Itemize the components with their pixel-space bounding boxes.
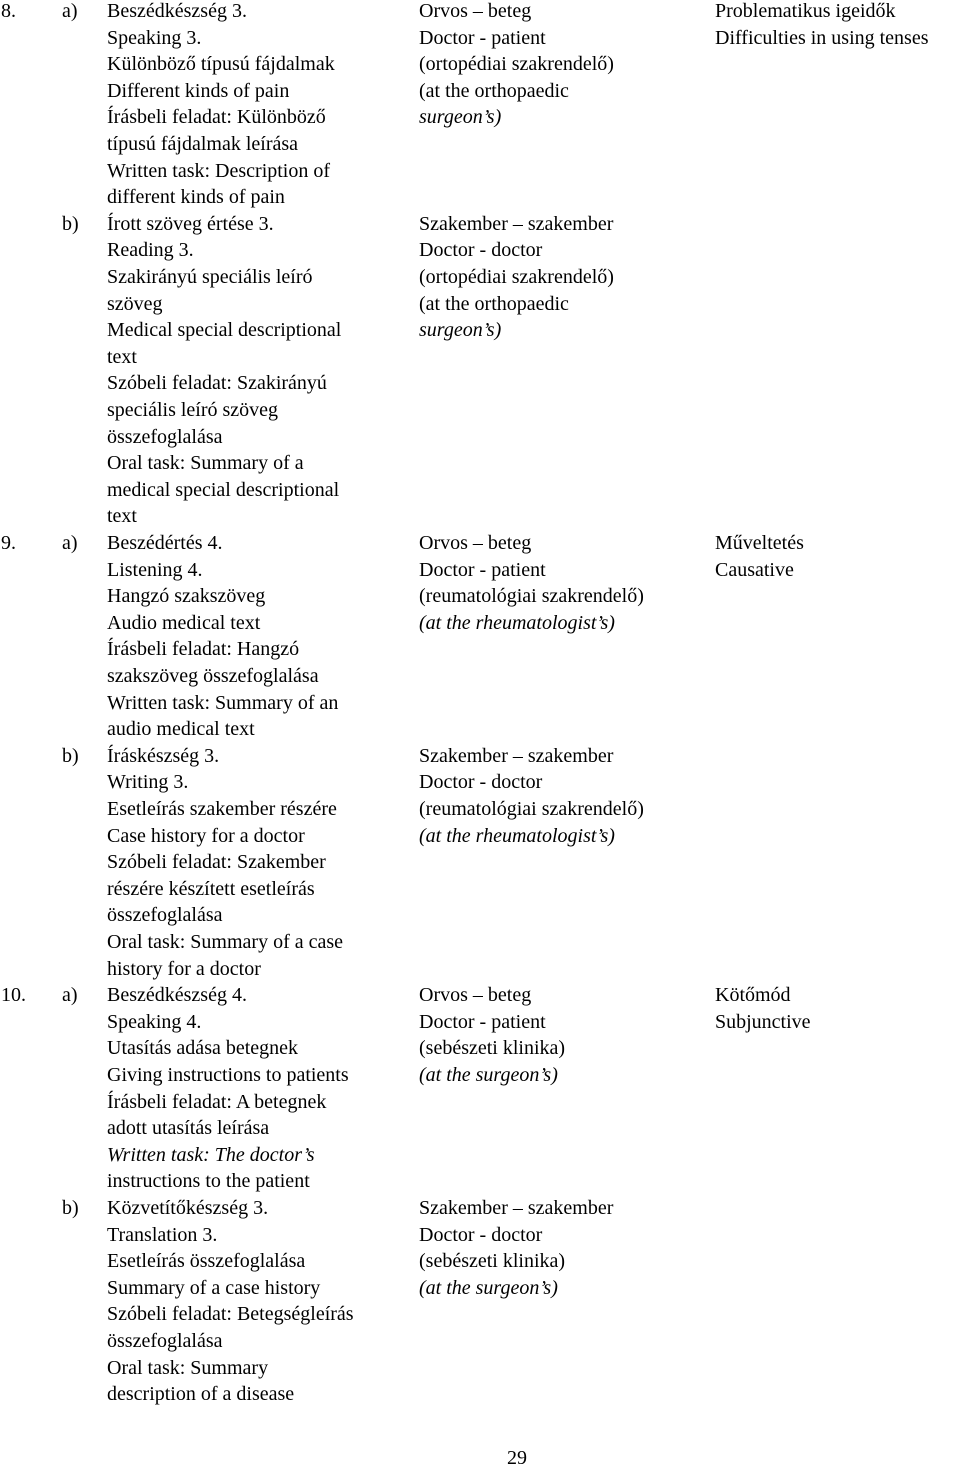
context-line: (ortopédiai szakrendelő) [419, 266, 614, 288]
item-letter: b) [62, 1197, 79, 1219]
task-line: Esetleírás összefoglalása [107, 1250, 306, 1273]
context-line: (at the surgeon’s) [419, 1064, 558, 1086]
task-line: Szóbeli feladat: Szakirányú [107, 372, 327, 395]
task-line: Listening 4. [107, 558, 203, 581]
task-line: Oral task: Summary of a case [107, 931, 344, 953]
task-line: Hangzó szakszöveg [107, 585, 266, 608]
context-line: (at the rheumatologist’s) [419, 611, 615, 634]
task-line: Szóbeli feladat: Szakember [107, 851, 326, 874]
grammar-line: Műveltetés [715, 532, 804, 554]
context-line: surgeon’s) [419, 319, 502, 342]
grammar-line: Kötőmód [715, 984, 791, 1007]
task-line: audio medical text [107, 718, 255, 741]
grammar-line: Problematikus igeidők [715, 0, 896, 22]
context-line: Orvos – beteg [419, 984, 532, 1007]
grammar-line: Causative [715, 558, 794, 581]
task-line: Közvetítőkészség 3. [107, 1197, 269, 1219]
item-letter: a) [62, 984, 78, 1007]
task-line: Written task: Summary of an [107, 691, 339, 714]
task-line: Speaking 3. [107, 26, 202, 49]
task-line: Beszédértés 4. [107, 532, 223, 554]
task-line: típusú fájdalmak leírása [107, 133, 299, 155]
context-line: Orvos – beteg [419, 532, 532, 554]
task-line: Szakirányú speciális leíró [107, 266, 313, 288]
task-line: Translation 3. [107, 1223, 218, 1246]
context-line: Doctor - patient [419, 26, 546, 49]
task-line: Íráskészség 3. [107, 744, 220, 767]
task-line: different kinds of pain [107, 186, 285, 209]
task-line: Writing 3. [107, 771, 189, 794]
task-line: Szóbeli feladat: Betegségleírás [107, 1303, 354, 1326]
task-line: szakszöveg összefoglalása [107, 665, 319, 687]
task-line: speciális leíró szöveg [107, 399, 279, 421]
task-line: Oral task: Summary of a [107, 452, 304, 475]
task-line: adott utasítás leírása [107, 1117, 270, 1140]
page-number: 29 [507, 1447, 527, 1469]
task-line: Írásbeli feladat: Különböző [107, 106, 326, 129]
task-line: Írásbeli feladat: A betegnek [107, 1090, 327, 1113]
section-number: 10. [1, 984, 26, 1007]
context-line: surgeon’s) [419, 106, 502, 129]
task-line: Written task: The doctor’s [107, 1143, 315, 1166]
task-line: Beszédkészség 4. [107, 984, 247, 1007]
task-line: Speaking 4. [107, 1010, 202, 1033]
context-line: (sebészeti klinika) [419, 1250, 566, 1273]
context-line: (at the orthopaedic [419, 292, 569, 315]
task-line: összefoglalása [107, 904, 223, 927]
task-line: részére készített esetleírás [107, 877, 315, 900]
context-line: Szakember – szakember [419, 212, 614, 235]
task-line: text [107, 345, 137, 368]
context-line: (at the surgeon’s) [419, 1276, 558, 1299]
task-line: instructions to the patient [107, 1170, 310, 1193]
item-letter: a) [62, 532, 78, 554]
context-line: Doctor - doctor [419, 239, 543, 262]
task-line: összefoglalása [107, 1330, 223, 1352]
context-line: (at the rheumatologist’s) [419, 824, 615, 847]
task-line: Utasítás adása betegnek [107, 1037, 299, 1060]
task-line: description of a disease [107, 1383, 295, 1406]
task-line: history for a doctor [107, 957, 261, 980]
task-line: Reading 3. [107, 239, 194, 262]
context-line: Szakember – szakember [419, 744, 614, 767]
section-number: 9. [1, 532, 16, 554]
context-line: (sebészeti klinika) [419, 1037, 566, 1060]
task-line: medical special descriptional [107, 478, 340, 501]
task-line: Different kinds of pain [107, 79, 290, 102]
context-line: Szakember – szakember [419, 1197, 614, 1219]
task-line: összefoglalása [107, 425, 223, 448]
task-line: text [107, 505, 137, 528]
item-letter: a) [62, 0, 78, 22]
item-letter: b) [62, 744, 79, 767]
task-line: Beszédkészség 3. [107, 0, 247, 22]
task-line: Case history for a doctor [107, 824, 305, 847]
context-line: Doctor - patient [419, 1010, 546, 1033]
task-line: Írásbeli feladat: Hangzó [107, 638, 300, 661]
item-letter: b) [62, 212, 79, 235]
context-line: Doctor - doctor [419, 1223, 543, 1246]
context-line: Doctor - patient [419, 558, 546, 581]
task-line: Written task: Description of [107, 159, 331, 182]
task-line: Írott szöveg értése 3. [107, 212, 274, 235]
task-line: Medical special descriptional [107, 319, 342, 342]
task-line: szöveg [107, 292, 163, 315]
task-line: Giving instructions to patients [107, 1064, 349, 1086]
task-line: Esetleírás szakember részére [107, 798, 337, 820]
section-number: 8. [1, 0, 16, 22]
context-line: (reumatológiai szakrendelő) [419, 585, 644, 608]
grammar-line: Subjunctive [715, 1010, 811, 1033]
task-line: Oral task: Summary [107, 1356, 269, 1379]
context-line: Orvos – beteg [419, 0, 532, 22]
task-line: Audio medical text [107, 611, 261, 634]
context-line: (at the orthopaedic [419, 79, 569, 102]
task-line: Summary of a case history [107, 1276, 321, 1299]
context-line: Doctor - doctor [419, 771, 543, 794]
context-line: (ortopédiai szakrendelő) [419, 53, 614, 76]
grammar-line: Difficulties in using tenses [715, 26, 929, 49]
task-line: Különböző típusú fájdalmak [107, 53, 335, 76]
context-line: (reumatológiai szakrendelő) [419, 798, 644, 820]
